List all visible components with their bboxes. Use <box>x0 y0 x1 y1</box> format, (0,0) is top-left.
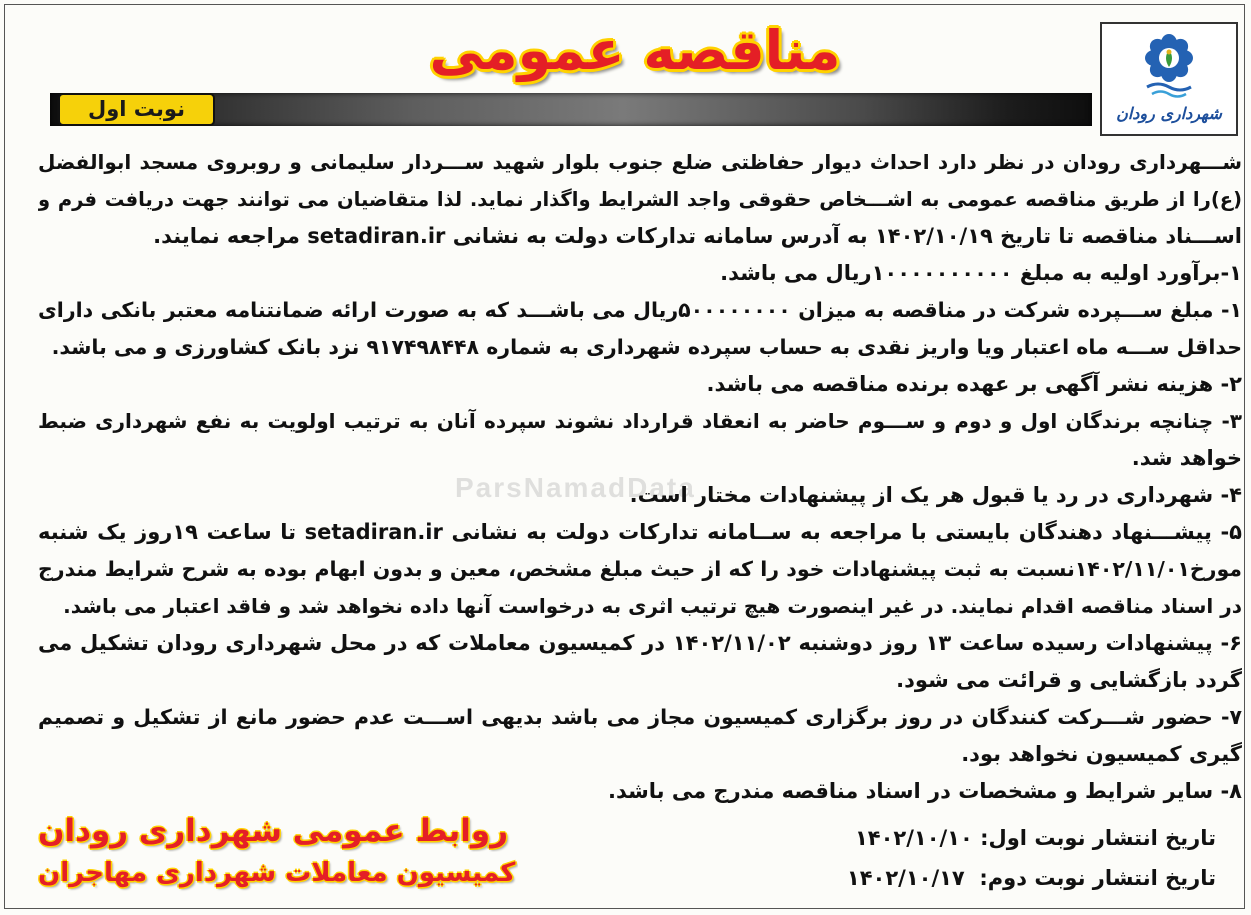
body-line: ۱-برآورد اولیه به مبلغ ۱۰۰۰۰۰۰۰۰۰۰ریال می باشد. <box>720 261 1242 285</box>
second-publication-date: تاریخ انتشار نوبت دوم: ۱۴۰۲/۱۰/۱۷ <box>846 866 1216 890</box>
municipality-emblem-icon <box>1119 30 1219 102</box>
body-line: در اسناد مناقصه اقدام نمایند. در غیر اینصورت هیچ ترتیب اثری به درخواست آنها داده نخواهد شد و فاقد اعتبار می باشد. <box>63 594 1242 618</box>
body-line: خواهد شد. <box>1131 446 1242 470</box>
body-line: گردد بازگشایی و قرائت می شود. <box>896 668 1242 692</box>
ad-title: مناقصه عمومی <box>429 19 841 82</box>
body-line: شـــهرداری رودان در نظر دارد احداث دیوار حفاظتی ضلع جنوب بلوار شهید ســـردار سلیمانی و روبروی مسجد ابوالفضل <box>38 150 1242 174</box>
tender-body <box>38 144 1242 810</box>
signature-public-relations: روابط عمومی شهرداری رودان <box>38 813 509 849</box>
body-line: ۷- حضور شـــرکت کنندگان در روز برگزاری کمیسیون مجاز می باشد بدیهی اســـت عدم حضور مانع از تشکیل و تصمیم <box>38 705 1242 729</box>
signature-transactions-commission: کمیسیون معاملات شهرداری مهاجران <box>38 858 516 888</box>
body-line: ۲- هزینه نشر آگهی بر عهده برنده مناقصه می باشد. <box>706 372 1242 396</box>
watermark: ParsNamadData <box>455 472 696 503</box>
body-line: ۵- پیشـــنهاد دهندگان بایستی با مراجعه به ســامانه تدارکات دولت به نشانی setadiran.ir تا ساعت ۱۹روز یک شنبه <box>38 520 1242 544</box>
body-line: ۴- شهرداری در رد یا قبول هر یک از پیشنهادات مختار است. <box>629 483 1242 507</box>
body-line: ۱- مبلغ ســـپرده شرکت در مناقصه به میزان ۵۰۰۰۰۰۰۰۰ریال می باشـــد که به صورت ارائه ضمانتنامه معتبر بانکی دارای <box>38 298 1242 322</box>
body-line: اســـناد مناقصه تا تاریخ ۱۴۰۲/۱۰/۱۹ به آدرس سامانه تدارکات دولت به نشانی setadiran.ir مراجعه نمایند. <box>153 224 1242 248</box>
body-line: ۳- چنانچه برندگان اول و دوم و ســـوم حاضر به انعقاد قرارداد نشوند سپرده آنان به ترتیب اولویت به نفع شهرداری ضبط <box>38 409 1242 433</box>
body-line: ۸- سایر شرایط و مشخصات در اسناد مناقصه مندرج می باشد. <box>608 779 1242 803</box>
municipality-logo <box>1100 22 1238 136</box>
body-line: ۶- پیشنهادات رسیده ساعت ۱۳ روز دوشنبه ۱۴۰۲/۱۱/۰۲ در کمیسیون معاملات که در محل شهرداری رودان تشکیل می <box>38 631 1242 655</box>
body-line: مورخ۱۴۰۲/۱۱/۰۱نسبت به ثبت پیشنهادات خود را که از حیث مبلغ مشخص، معین و بدون ابهام بوده به شرح شرایط مندرج <box>38 557 1242 581</box>
body-line: حداقل ســـه ماه اعتبار ویا واریز نقدی به حساب سپرده شهرداری به شماره ۹۱۷۴۹۸۴۴۸ نزد بانک کشاورزی و می باشد. <box>51 335 1242 359</box>
first-publication-date: تاریخ انتشار نوبت اول: ۱۴۰۲/۱۰/۱۰ <box>854 826 1216 850</box>
logo-text: شهرداری رودان <box>1116 104 1222 123</box>
body-line: گیری کمیسیون نخواهد بود. <box>961 742 1242 766</box>
publication-round-label: نوبت اول <box>58 93 215 126</box>
body-line: (ع)را از طریق مناقصه عمومی به اشـــخاص حقوقی واجد الشرایط واگذار نماید. لذا متقاضیان می توانند جهت دریافت فرم و <box>38 188 1242 211</box>
